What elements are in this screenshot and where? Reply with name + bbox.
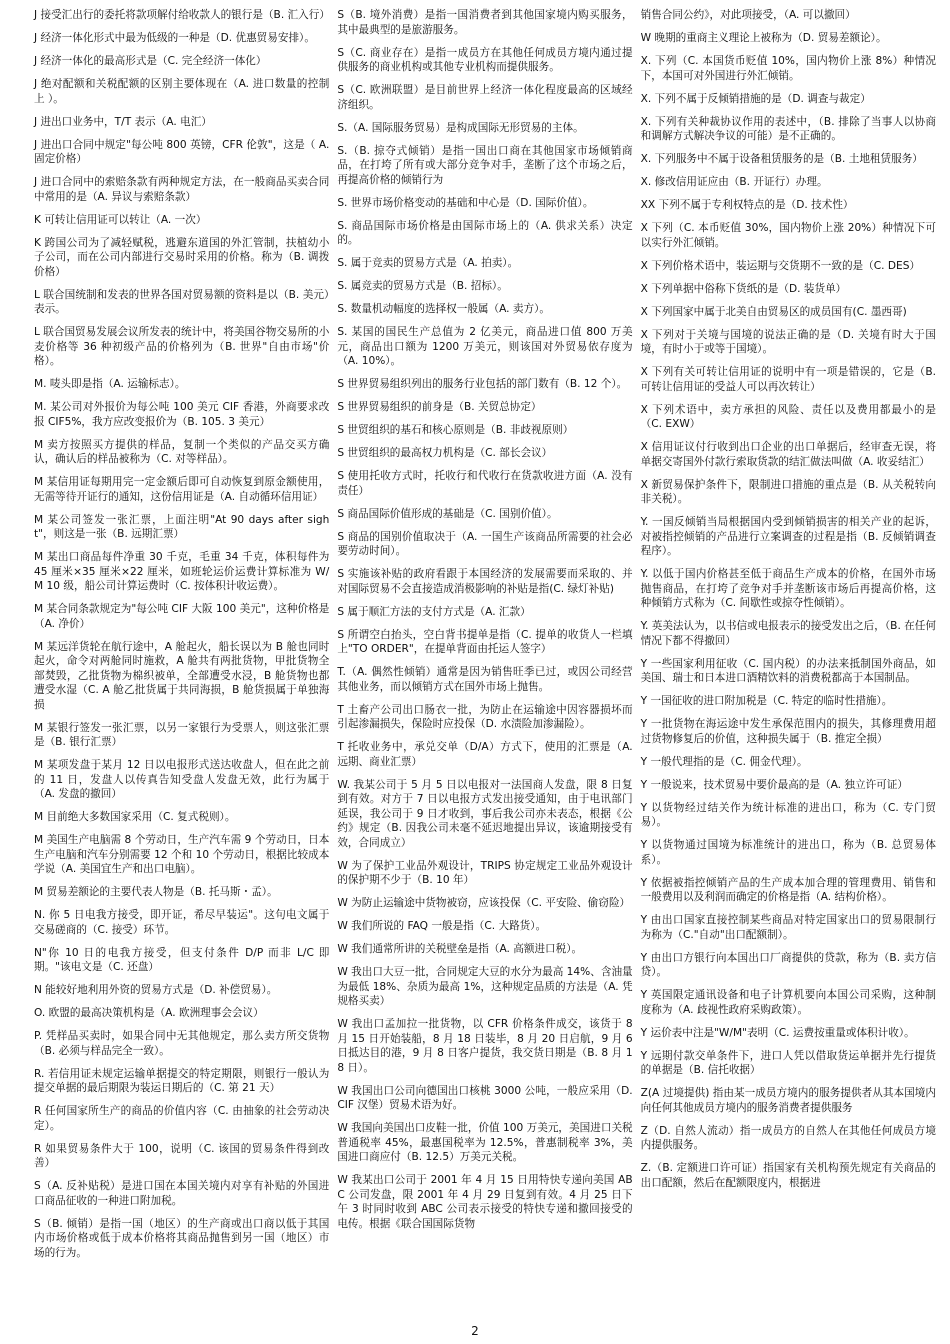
question-entry: Y 由出口国家直接控制某些商品对特定国家出口的贸易限制行为称为（C."自动"出口配额制）。 [640,914,936,941]
question-entry: X 下列有关可转让信用证的说明中有一项是错误的，它是（B. 可转让信用证的受益人可以再次转让） [640,366,936,393]
question-entry: X. 下列服务中不属于设备租赁服务的是（B. 土地租赁服务） [640,153,923,165]
question-entry: Y. 英美法认为，以书信或电报表示的接受发出之后，（B. 在任何情况下都不得撤回） [640,620,936,647]
question-entry: M 卖方按照买方提供的样品，复制一个类似的产品交买方确认，确认后的样品被称为（C. 对等样品）。 [34,438,330,465]
question-entry: J 经济一体化的最高形式是（C. 完全经济一体化） [34,55,267,67]
question-entry: S.（A. 国际服务贸易）是构成国际无形贸易的主体。 [337,121,584,134]
question-entry: S. 属于竞卖的贸易方式是（A. 拍卖）。 [337,257,519,269]
question-entry: M 某银行签发一张汇票，以另一家银行为受票人，则这张汇票是（B. 银行汇票） [34,721,330,748]
question-entry: X. 下列（C. 本国货币贬值 10%，国内物价上涨 8%）种情况下，本国可对外国进行外汇倾销。 [640,55,936,82]
question-entry: K 可转让信用证可以转让（A. 一次） [34,213,207,226]
question-entry: XX 下列不属于专利权特点的是（D. 技术性） [640,199,854,211]
question-entry: M 某出口商品每件净重 30 千克，毛重 34 千克，体积每件为 45 厘米×35 厘米×22 厘米，如班轮运价运费计算标准为 W/M 10 级，船公司计算运费时（C. 按体积计收运费）。 [34,551,330,592]
question-entry: M 某项发盘于某月 12 日以电报形式送达收盘人，但在此之前的 11 日，发盘人以传真告知受盘人发盘无效，此行为属于（A. 发盘的撤回） [34,759,330,800]
question-entry: S（C. 商业存在）是指一成员方在其他任何成员方境内通过提供服务的商业机构或其他专业机构而提供服务。 [337,46,633,73]
question-entry: X. 修改信用证应由（B. 开证行）办理。 [640,176,828,188]
question-entry: K 跨国公司为了减轻赋税，逃避东道国的外汇管制，扶植幼小子公司，而在公司内部进行交易时采用的价格。称为（B. 调拨价格） [34,236,330,278]
question-entry: X 下列价格术语中，装运期与交货期不一致的是（C. DES） [640,259,921,272]
question-entry: X 下列术语中，卖方承担的风险、责任以及费用都最小的是（C. EXW） [640,403,936,430]
question-entry: Z.（B. 定额进口许可证）指国家有关机构预先规定有关商品的出口配额，然后在配额限度内，根据进 [640,1162,936,1189]
question-entry: Y 英国限定通讯设备和电子计算机要向本国公司采购，这种制度称为（A. 歧视性政府采购政策）。 [640,989,936,1016]
question-entry: X. 下列不属于反倾销措施的是（D. 调查与裁定） [640,92,871,105]
question-entry: M 贸易差额论的主要代表人物是（B. 托马斯・孟）。 [34,886,278,898]
question-entry: Z(A 过境提供) 指由某一成员方境内的服务提供者从其本国境内向任何其他成员方境内的服务消费者提供服务 [640,1087,936,1114]
question-entry: Y 一般说来，技术贸易中要价最高的是（A. 独立许可证） [640,778,908,791]
question-entry: S 实施该补贴的政府看跟于本国经济的发展需要而采取的、并对国际贸易不会直接造成消极影响的补贴是指(C. 绿灯补贴) [337,568,633,595]
question-entry: J 接受汇出行的委托将款项解付给收款人的银行是（B. 汇入行） [34,9,330,21]
question-entry: Y 一国征收的进口附加税是（C. 特定的临时性措施）。 [640,695,893,707]
question-entry: J 进出口业务中，T/T 表示（A. 电汇） [34,115,212,128]
question-entry: Y 一批货物在海运途中发生承保范围内的损失，其修理费用超过货物修复后的价值，这种损失属于（B. 推定全损） [640,718,936,745]
question-entry: M 美国生产电脑需 8 个劳动日，生产汽车需 9 个劳动日，日本生产电脑和汽车分别需要 12 个和 10 个劳动日，根据比较成本学说（A. 美国宜生产和出口电脑）。 [34,834,330,875]
question-entry: Y 远期付款交单条件下，进口人凭以借取货运单据并先行提货的单据是（B. 信托收据） [640,1049,936,1076]
question-entry: J 进出口合同中规定"每公吨 800 英镑，CFR 伦敦"，这是（ A. 固定价格） [34,138,330,165]
question-entry: X 新贸易保护条件下，限制进口措施的重点是（B. 从关税转向非关税）。 [640,478,936,505]
question-entry: N 能较好地利用外资的贸易方式是（D. 补偿贸易）。 [34,984,278,996]
question-entry: W 为了保护工业品外观设计，TRIPS 协定规定工业品外观设计的保护期不少于（B. 10 年） [337,859,633,886]
question-entry: R 如果贸易条件大于 100，说明（C. 该国的贸易条件得到改善） [34,1142,330,1169]
page-number: 2 [471,1324,479,1338]
question-entry: W 我某出口公司于 2001 年 4 月 15 日用特快专递向美国 ABC 公司发盘，限 2001 年 4 月 29 日复到有效。4 月 25 日下午 3 时同时收到 ABC 公司表示接受的特快专递和撤回接受的电传。根据《联合国国际货物 [337,1174,633,1230]
question-entry: S.（B. 掠夺式倾销）是指一国出口商在其他国家市场倾销商品，在打垮了所有或大部分竞争对手，垄断了这个市场之后，再提高价格的倾销行为 [337,144,633,186]
question-entry: X 下列（C. 本币贬值 30%，国内物价上涨 20%）种情况下可以实行外汇倾销。 [640,222,936,249]
question-entry: Y. 以低于国内价格甚至低于商品生产成本的价格，在国外市场抛售商品，在打垮了竞争对手并垄断该市场后再提高价格，这种倾销方式称为（C. 间歇性或掠夺性倾销）。 [640,568,936,609]
question-entry: L 联合国统制和发表的世界各国对贸易额的资料是以（B. 美元）表示。 [34,288,330,315]
question-entry: T 托收业务中，承兑交单（D/A）方式下，使用的汇票是（A. 远期、商业汇票） [337,741,633,768]
question-entry: W 为防止运输途中货物被窃，应该投保（C. 平安险、偷窃险） [337,897,631,909]
question-entry: W 我国出口公司向德国出口核桃 3000 公吨，一般应采用（D. CIF 汉堡）贸易术语为好。 [337,1084,633,1111]
question-entry: M 某远洋货轮在航行途中，A 舱起火，船长误以为 B 舱也同时起火，命令对两舱同时施救，A 舱共有两批货物，甲批货物全部焚毁，乙批货物为棉织被单，全部遭受水浸，B 舱货物也都遭受水湿（C. A 舱乙批货属于共同海损，B 舱货损属于单独海损 [34,640,330,711]
question-entry: S. 商品国际市场价格是由国际市场上的（A. 供求关系）决定的。 [337,219,633,246]
question-entry: S 世界贸易组织列出的服务行业包括的部门数有（B. 12 个）。 [337,378,628,390]
column-2 [337,8,632,1269]
question-entry: S. 数量机动幅度的选择权一般属（A. 卖方）。 [337,303,550,315]
question-entry: P. 凭样品买卖时，如果合同中无其他规定，那么卖方所交货物（B. 必须与样品完全一致）。 [34,1030,330,1057]
question-entry: T.（A. 偶然性倾销）通常是因为销售旺季已过，或因公司经营其他业务，而以倾销方式在国外市场上抛售。 [337,666,633,693]
question-entry: J 进口合同中的索赔条款有两种规定方法，在一般商品买卖合同中常用的是（A. 异议与索赔条款） [34,176,330,203]
question-entry: S 世贸组织的基石和核心原则是（B. 非歧视原则） [337,424,574,436]
question-entry: S 所谓空白抬头，空白背书提单是指（C. 提单的收货人一栏填上"TO ORDER"，在提单背面由托运人签字） [337,628,633,655]
question-entry: N"你 10 日的电我方接受，但支付条件 D/P 而非 L/C 即期。"该电文是（C. 还盘） [34,946,330,973]
question-entry: W 我出口孟加拉一批货物，以 CFR 价格条件成交，该货于 8 月 15 日开始装船，8 月 18 日装毕，8 月 20 日启航，9 月 6 日抵达目的港，9 月 8 日客户提货，我交货日期是（B. 8 月 18 日）。 [337,1018,633,1074]
question-entry: X 下列国家中属于北美自由贸易区的成员国有(C. 墨西哥) [640,305,907,318]
question-entry: O. 欧盟的最高决策机构是（A. 欧洲理事会会议） [34,1007,264,1019]
question-entry: S 商品的国别价值取决于（A. 一国生产该商品所需要的社会必要劳动时间）。 [337,530,633,557]
question-entry: M. 唛头即是指（A. 运输标志）。 [34,378,186,390]
question-entry: T 土畜产公司出口肠衣一批，为防止在运输途中因容器损坏而引起渗漏损失，保险时应投保（D. 水渍险加渗漏险）。 [337,703,633,730]
question-entry: Y 依据被指控倾销产品的生产成本加合理的管理费用、销售和一般费用以及利润而确定的价格是指（A. 结构价格）。 [640,876,936,903]
question-entry: Z（D. 自然人流动）指一成员方的自然人在其他任何成员方境内提供服务。 [640,1124,936,1151]
question-entry: X. 下列有关种裁协议作用的表述中，（B. 排除了当事人以协商和调解方式解决争议的可能）是不正确的。 [640,115,936,142]
question-entry: Y 以货物经过结关作为统计标准的进出口，称为（C. 专门贸易）。 [640,801,936,828]
question-entry: W 我们通常所讲的关税壁垒是指（A. 高额进口税）。 [337,943,583,955]
question-entry: Y 一般代理指的是（C. 佣金代理）。 [640,755,808,768]
question-entry: S 属于顺汇方法的支付方式是（A. 汇款） [337,605,531,618]
question-entry: X 信用证议付行收到出口企业的出口单据后，经审查无误，将单据交寄国外付款行索取货款的结汇做法叫做（A. 收妥结汇） [640,441,936,468]
question-entry: W 我出口大豆一批，合同规定大豆的水分为最高 14%、含油量为最低 18%、杂质为最高 1%，这种规定品质的方法是（A. 凭规格买卖） [337,966,633,1007]
column-1 [34,8,329,1269]
question-entry: M 目前绝大多数国家采用（C. 复式税则）。 [34,811,236,823]
question-entry: S（A. 反补贴税）是进口国在本国关境内对享有补贴的外国进口商品征收的一种进口附加税。 [34,1180,330,1207]
question-entry: S. 世界市场价格变动的基础和中心是（D. 国际价值）。 [337,196,594,209]
question-entry: M. 某公司对外报价为每公吨 100 美元 CIF 香港，外商要求改报 CIF5%，我方应改变报价为（B. 105. 3 美元） [34,401,330,428]
question-entry: R. 若信用证未规定运输单据提交的特定期限，则银行一般认为提交单据的最后期限为装运日期后的（C. 第 21 天） [34,1067,330,1094]
question-entry: S 商品国际价值形成的基础是（C. 国别价值）。 [337,507,558,520]
question-entry: S 世界贸易组织的前身是（B. 关贸总协定） [337,401,542,413]
question-entry: N. 你 5 日电我方接受，即开证，希尽早装运"。这句电文属于交易磋商的（C. 接受）环节。 [34,909,330,936]
question-entry: S（B. 境外消费）是指一国消费者到其他国家境内购买服务，其中最典型的是旅游服务。 [337,9,633,36]
question-entry: M 某信用证每期用完一定金额后即可自动恢复到原金额使用，无需等待开证行的通知，这份信用证是（A. 自动循环信用证） [34,476,330,503]
question-entry: W 我国向美国出口皮鞋一批，价值 100 万美元，美国进口关税普通税率 45%，最惠国税率为 12.5%，普惠制税率 3%，美国进口商应付（B. 12.5）万美元关税。 [337,1122,633,1163]
question-entry: S. 属竞卖的贸易方式是（B. 招标）。 [337,280,508,292]
text-columns [0,8,950,1269]
question-entry: W 我们所说的 FAQ 一般是指（C. 大路货）。 [337,920,547,932]
question-entry: Y 以货物通过国境为标准统计的进出口，称为（B. 总贸易体系）。 [640,839,936,866]
question-entry: Y 由出口方银行向本国出口厂商提供的贷款，称为（B. 卖方信贷）。 [640,951,936,978]
question-entry: L 联合国贸易发展会议所发表的统计中，将美国谷物交易所的小麦价格等 36 种初级产品的价格列为（B. 世界"自由市场"价格）。 [34,326,330,367]
column-3 [641,8,936,1269]
question-entry: 销售合同公约》，对此项接受，（A. 可以撤回） [640,9,856,21]
question-entry: Y 一些国家利用征收（C. 国内税）的办法来抵制国外商品，如美国、瑞士和日本进口酒精饮料的消费税都高于本国制品。 [640,657,936,684]
question-entry: S 世贸组织的最高权力机构是（C. 部长会议） [337,447,553,459]
question-entry: Y 运价表中注是"W/M"表明（C. 运费按重量或体积计收）。 [640,1026,915,1039]
question-entry: W 晚期的重商主义理论上被称为（D. 贸易差额论）。 [640,32,887,44]
question-entry: J 经济一体化形式中最为低级的一种是（D. 优惠贸易安排）。 [34,32,315,44]
question-entry: S. 某国的国民生产总值为 2 亿美元，商品进口值 800 万美元，商品出口额为 1200 万美元，则该国对外贸易依存度为（A. 10%）。 [337,326,633,367]
question-entry: J 绝对配额和关税配额的区别主要体现在（A. 进口数量的控制上 ）。 [34,78,330,105]
question-entry: Y. 一国反倾销当局根据国内受到倾销损害的相关产业的起诉，对被指控倾销的产品进行立案调查的过程是指（B. 反倾销调查程序）。 [640,516,936,557]
question-entry: X 下列对于关境与国境的说法正确的是（D. 关境有时大于国境，有时小于或等于国境）。 [640,328,936,355]
question-entry: R 任何国家所生产的商品的价值内容（C. 由抽象的社会劳动决定）。 [34,1105,330,1132]
question-entry: M 某公司签发一张汇票，上面注明"At 90 days after sight"，则这是一张（B. 远期汇票） [34,513,330,540]
question-entry: S 使用托收方式时，托收行和代收行在货款收进方面（A. 没有责任） [337,470,633,497]
question-entry: S（C. 欧洲联盟）是目前世界上经济一体化程度最高的区域经济组织。 [337,84,633,111]
question-entry: X 下列单据中俗称下货纸的是（D. 装货单） [640,282,847,295]
question-entry: S（B. 倾销）是指一国（地区）的生产商或出口商以低于其国内市场价格或低于成本价格将其商品抛售到另一国（地区）市场的行为。 [34,1217,330,1259]
question-entry: M 某合同条款规定为"每公吨 CIF 大阪 100 美元"，这种价格是（A. 净价） [34,603,330,630]
question-entry: W. 我某公司于 5 月 5 日以电报对一法国商人发盘，限 8 日复到有效。对方于 7 日以电报方式发出接受通知，由于电讯部门延误，我公司于 9 日才收到，事后我公司亦未表态，根据《公约》规定（B. 因我公司未毫不延迟地提出异议，该逾期接受有效，合同成立） [337,778,633,849]
